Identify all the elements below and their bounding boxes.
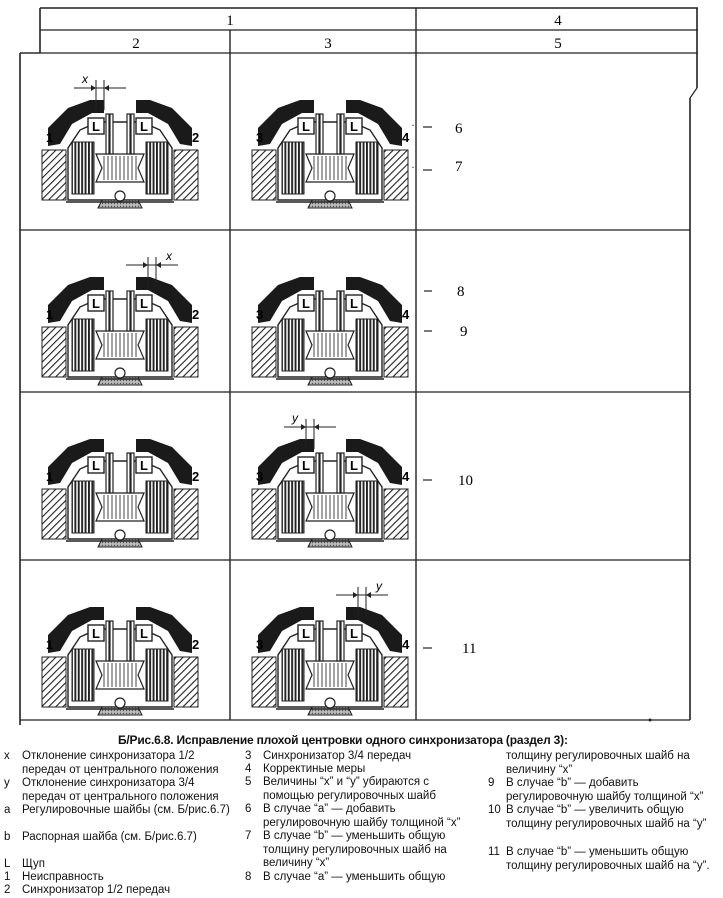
remedy-11: 11	[462, 641, 477, 657]
legend-key	[488, 750, 506, 777]
synchronizer-diagram-4-right	[252, 579, 410, 715]
feeler-gauge-label: L	[350, 119, 358, 134]
header-group-1: 1	[226, 13, 234, 29]
synchronizer-right-number: 4	[402, 307, 410, 322]
legend-key: L	[4, 858, 11, 870]
feeler-gauge-label: L	[302, 119, 310, 134]
header-col-5: 5	[554, 36, 562, 52]
synchronizer-diagram-2-left	[42, 249, 199, 385]
figure-caption: Б/Рис.6.8. Исправление плохой центровки одного синхронизатора (раздел 3):	[118, 733, 568, 747]
legend-item	[245, 871, 483, 885]
legend-text: В случае “b” — увеличить общую толщину регулировочных шайб на “y”	[506, 804, 707, 830]
feeler-gauge-label: L	[140, 119, 148, 134]
synchronizer-left-number: 3	[256, 469, 264, 484]
legend-key: 6	[245, 803, 252, 815]
synchronizer-right-number: 4	[402, 637, 410, 652]
header-col-3: 3	[324, 36, 332, 52]
legend-key: 4	[245, 763, 252, 775]
synchronizer-right-number: 2	[192, 307, 200, 322]
legend-item	[4, 750, 240, 777]
synchronizer-right-number: 4	[402, 469, 410, 484]
remedy-8: 8	[457, 284, 465, 300]
synchronizer-diagram-1-left	[42, 72, 199, 208]
feeler-gauge-label: L	[140, 458, 148, 473]
legend-key: 9	[488, 777, 495, 789]
legend-text: В случае “b” — уменьшить общую толщину регулировочных шайб на “y”.	[506, 846, 710, 872]
figure-legend	[0, 750, 723, 898]
synchronizer-left-number: 1	[46, 637, 54, 652]
legend-text: Щуп	[22, 858, 46, 870]
offset-dimension-label: y	[292, 411, 298, 425]
synchronizer-right-number: 2	[192, 469, 200, 484]
legend-text: Неисправность	[22, 871, 104, 883]
legend-key: 11	[488, 846, 500, 858]
synchronizer-diagram-1-right	[252, 100, 410, 208]
synchronizer-right-number: 4	[402, 130, 410, 145]
legend-item	[245, 803, 483, 830]
synchronizer-diagram-4-left	[42, 607, 199, 715]
synchronizer-left-number: 3	[256, 307, 264, 322]
legend-text: Регулировочные шайбы (см. Б/рис.6.7)	[22, 804, 230, 816]
feeler-gauge-label: L	[140, 626, 148, 641]
remedy-cells	[411, 118, 652, 722]
legend-key: 10	[488, 804, 501, 816]
legend-key: 5	[245, 776, 252, 788]
legend-key: 2	[4, 884, 11, 896]
legend-text: Распорная шайба (см. Б/рис.6.7)	[22, 831, 197, 843]
legend-text: В случае “b” — добавить регулировочную шайбу толщиной “x”	[506, 777, 704, 803]
legend-text: Отклонение синхронизатора 3/4 передач от центрального положения	[22, 777, 219, 803]
feeler-gauge-label: L	[302, 458, 310, 473]
feeler-gauge-label: L	[302, 626, 310, 641]
synchronizer-left-number: 1	[46, 307, 54, 322]
synchronizer-right-number: 2	[192, 130, 200, 145]
legend-item	[488, 777, 720, 804]
remedy-6: 6	[455, 121, 463, 137]
legend-key: 1	[4, 871, 11, 883]
feeler-gauge-label: L	[92, 296, 100, 311]
legend-item	[4, 871, 240, 885]
feeler-gauge-label: L	[350, 296, 358, 311]
header-group-4: 4	[554, 13, 562, 29]
feeler-gauge-label: L	[92, 626, 100, 641]
legend-item	[4, 858, 240, 872]
feeler-gauge-label: L	[350, 626, 358, 641]
remedy-7: 7	[455, 159, 463, 175]
legend-item	[4, 831, 240, 845]
legend-text: толщину регулировочных шайб на величину “x”	[506, 750, 690, 776]
synchronizer-left-number: 1	[46, 130, 54, 145]
legend-item	[4, 884, 240, 898]
legend-item	[488, 846, 720, 873]
legend-item	[245, 776, 483, 803]
feeler-gauge-label: L	[92, 458, 100, 473]
legend-item	[245, 830, 483, 871]
legend-text: В случае “b” — уменьшить общую толщину регулировочных шайб на величину “x”	[263, 830, 447, 869]
feeler-gauge-label: L	[350, 458, 358, 473]
synchronizer-left-number: 1	[46, 469, 54, 484]
legend-item	[4, 777, 240, 804]
header-col-2: 2	[132, 36, 140, 52]
offset-dimension-label: y	[376, 579, 382, 593]
remedy-10: 10	[458, 473, 473, 489]
legend-item	[245, 763, 483, 777]
legend-text: Синхронизатор 1/2 передач	[22, 884, 171, 896]
legend-item	[488, 804, 720, 831]
legend-key: 8	[245, 871, 252, 883]
legend-text: Синхронизатор 3/4 передач	[263, 750, 412, 762]
legend-text: В случае “a” — уменьшить общую	[263, 871, 446, 883]
legend-text: В случае “a” — добавить регулировочную шайбу толщиной “x”	[263, 803, 461, 829]
remedy-9: 9	[460, 324, 468, 340]
offset-dimension-label: x	[166, 249, 172, 263]
feeler-gauge-label: L	[302, 296, 310, 311]
synchronizer-left-number: 3	[256, 130, 264, 145]
legend-key: y	[4, 777, 10, 789]
legend-item	[245, 750, 483, 764]
legend-key: b	[4, 831, 11, 843]
legend-item	[488, 750, 720, 777]
legend-item	[4, 804, 240, 818]
synchronizer-left-number: 3	[256, 637, 264, 652]
legend-text: Величины “x” и “y” убираются с помощью регулировочных шайб	[263, 776, 436, 802]
feeler-gauge-label: L	[92, 119, 100, 134]
synchronizer-diagram-3-left	[42, 439, 199, 547]
synchronizer-diagram-2-right	[252, 277, 410, 385]
offset-dimension-label: x	[82, 72, 88, 86]
legend-key: 7	[245, 830, 252, 842]
synchronizer-diagram-3-right	[252, 411, 410, 547]
legend-text: Отклонение синхронизатора 1/2 передач от центрального положения	[22, 750, 219, 776]
feeler-gauge-label: L	[140, 296, 148, 311]
svg-text:·: ·	[411, 118, 415, 132]
legend-key: x	[4, 750, 10, 762]
legend-key: 3	[245, 750, 252, 762]
synchronizer-right-number: 2	[192, 637, 200, 652]
legend-key: a	[4, 804, 11, 816]
svg-text:·: ·	[411, 160, 415, 174]
legend-text: Корректиные меры	[263, 763, 366, 775]
